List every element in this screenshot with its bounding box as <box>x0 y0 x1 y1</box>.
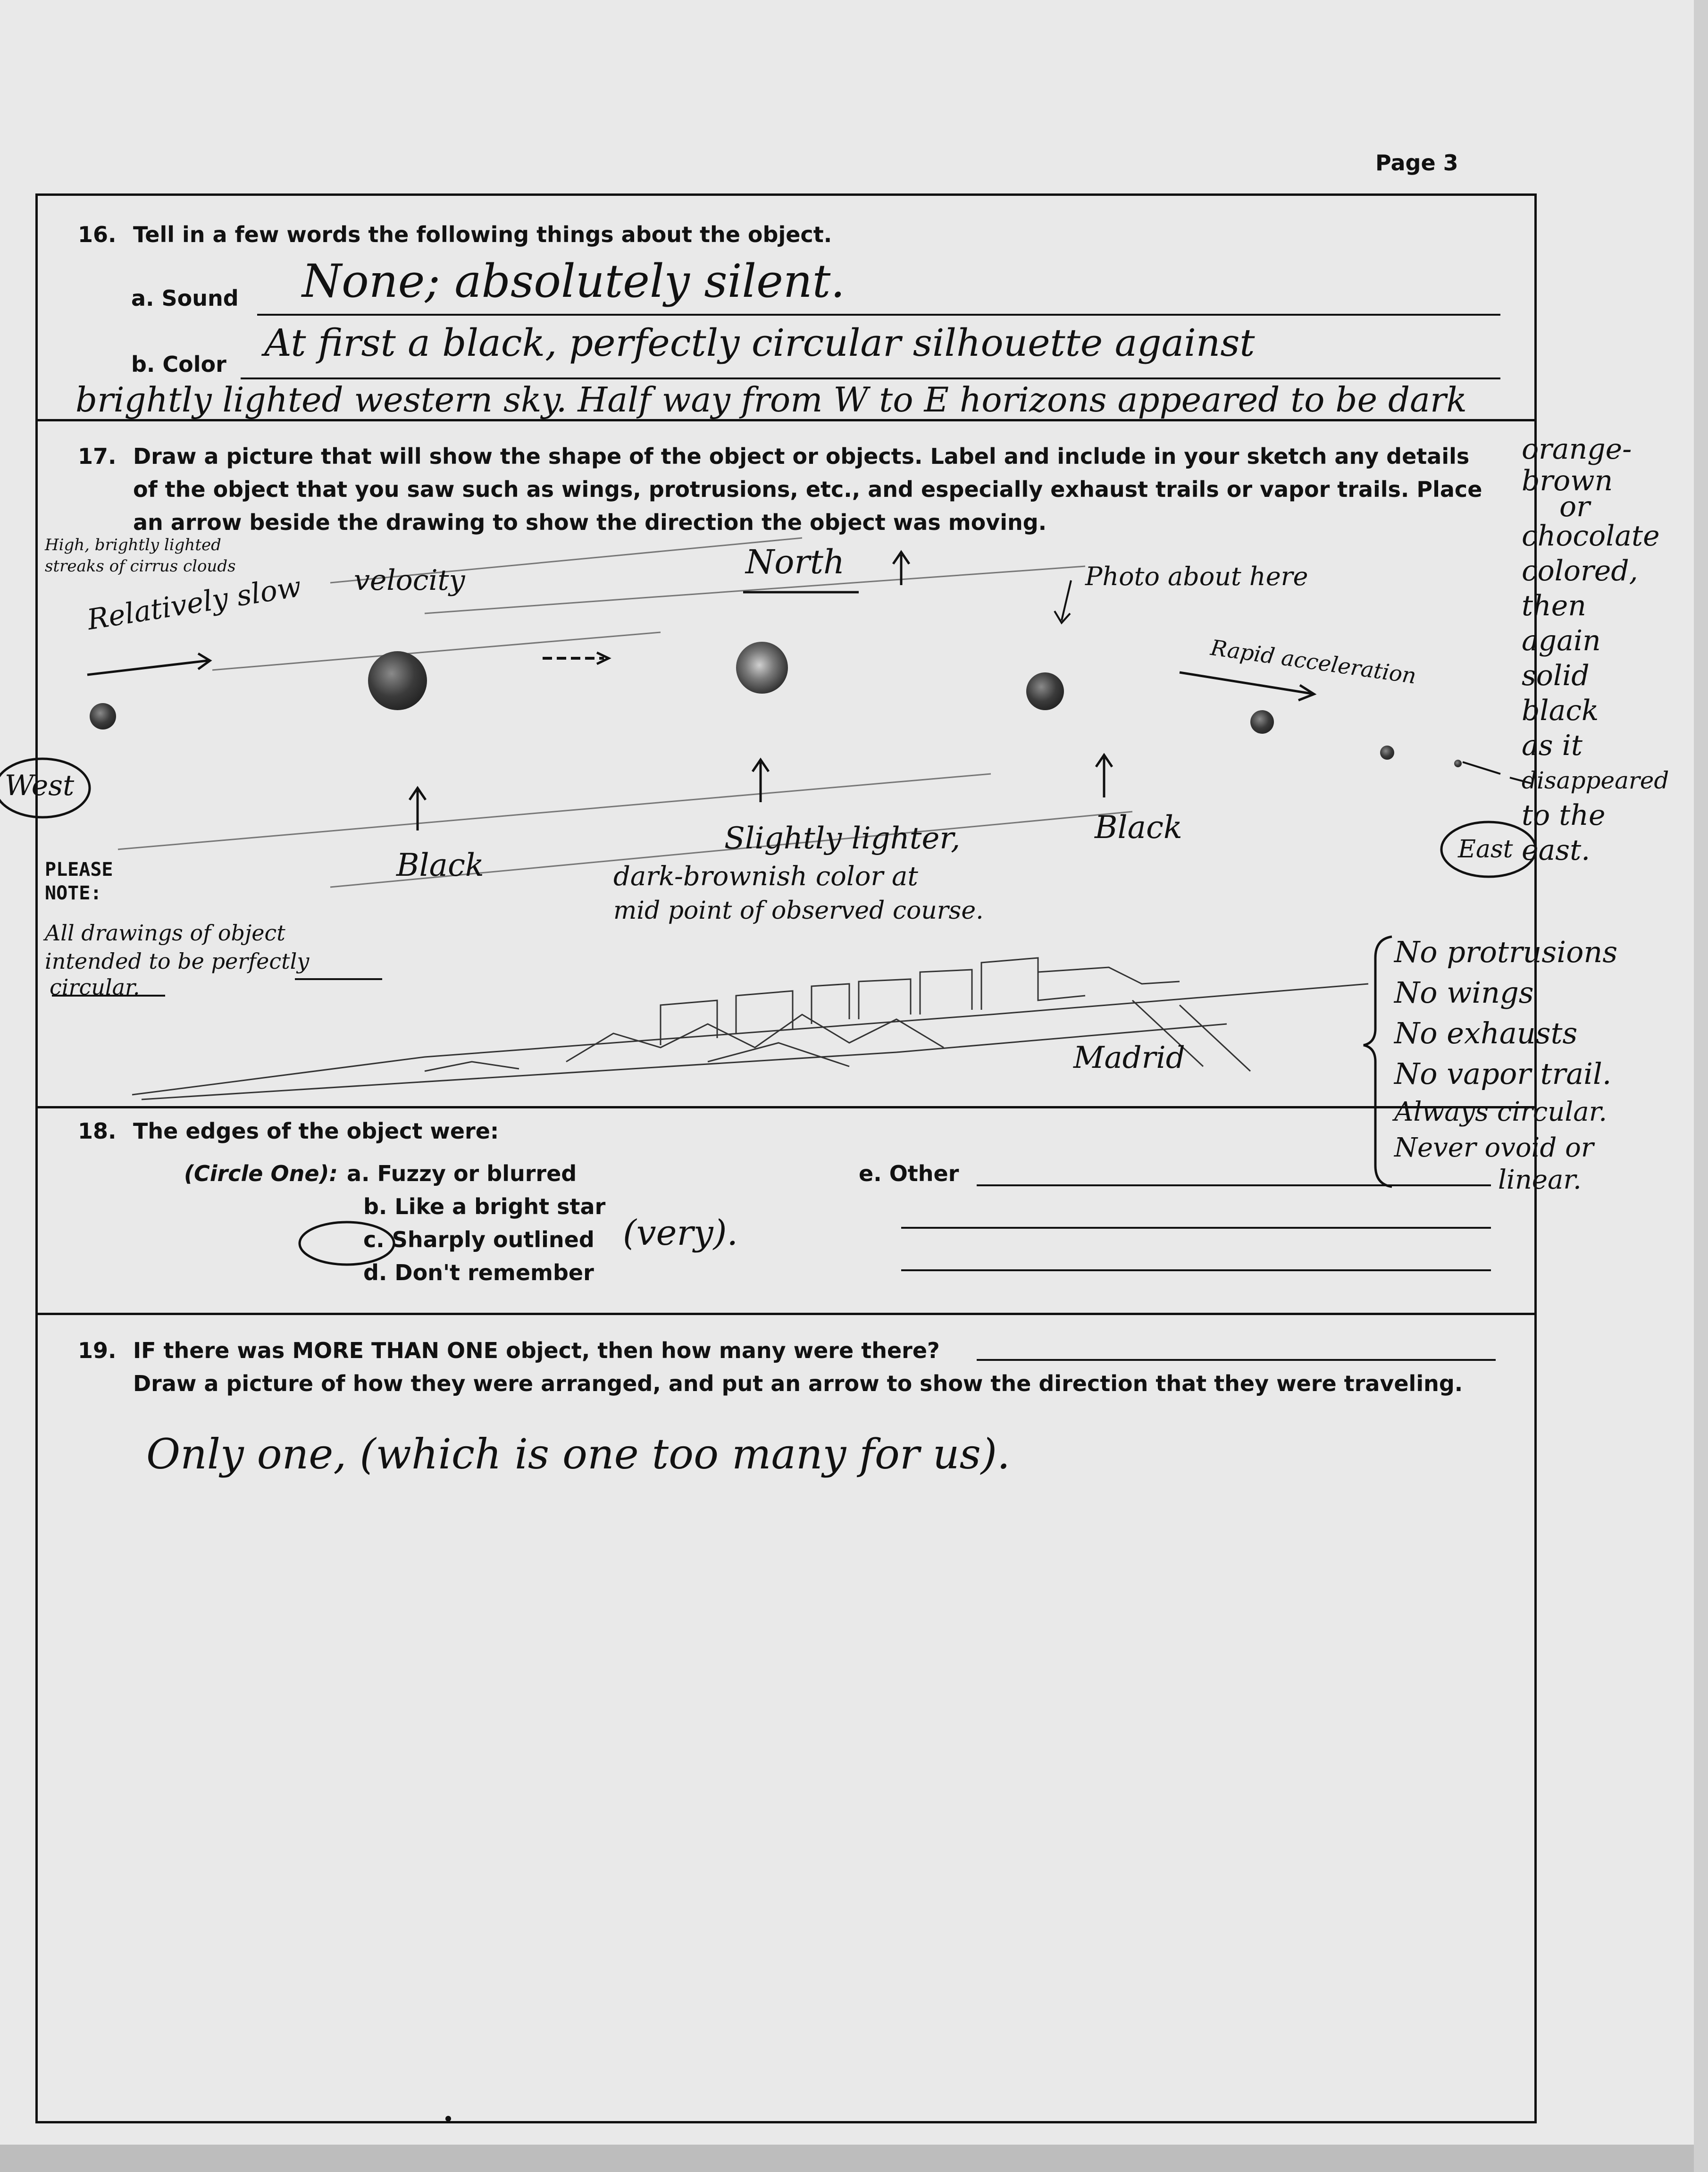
drawings-note-2: intended to be perfectly <box>45 948 310 974</box>
sound-answer: None; absolutely silent. <box>302 255 845 308</box>
detail-item: linear. <box>1498 1165 1582 1195</box>
q18-prompt: The edges of the object were: <box>133 1118 499 1144</box>
cirrus-note-1: High, brightly lighted <box>45 536 221 554</box>
east-label: East <box>1458 835 1513 864</box>
margin-note-line: colored, <box>1522 554 1638 587</box>
count-answer-line <box>977 1359 1496 1361</box>
page-number: Page 3 <box>1375 150 1458 176</box>
q17-prompt-line-2: of the object that you saw such as wings, protrusions, etc., and especially exhaust trails or vapor trails. Place <box>133 477 1482 502</box>
q16-color-label: b. Color <box>131 352 226 377</box>
detail-item: Always circular. <box>1394 1097 1608 1127</box>
color-answer-line-2: brightly lighted western sky. Half way from W to E horizons appeared to be dark <box>75 380 1467 419</box>
city-label: Madrid <box>1073 1040 1185 1075</box>
object-midpoint <box>736 642 788 694</box>
margin-note-line: black <box>1522 694 1599 727</box>
q16-sound-label: a. Sound <box>131 285 239 311</box>
rapid-acceleration-note: Rapid acceleration <box>1209 635 1418 689</box>
object-east-small-3 <box>1454 760 1462 767</box>
margin-note-line: orange- <box>1522 433 1632 466</box>
q18-option-c[interactable]: c. Sharply outlined <box>363 1227 594 1252</box>
object-details-list <box>1394 932 1617 1194</box>
mid-arrow <box>753 760 769 802</box>
mid-note-2: dark-brownish color at <box>613 861 918 892</box>
circle-one-label: (Circle One): <box>184 1161 338 1186</box>
q16-prompt: Tell in a few words the following things about the object. <box>133 222 832 247</box>
scan-speck <box>445 2116 451 2122</box>
west-label: West <box>5 769 75 802</box>
black-right-arrow <box>1096 755 1112 797</box>
other-line-1 <box>977 1184 1491 1186</box>
q17-prompt-line-3: an arrow beside the drawing to show the direction the object was moving. <box>133 510 1047 535</box>
color-answer-line-1: At first a black, perfectly circular silhouette against <box>264 321 1255 365</box>
object-east-small-1 <box>1250 710 1274 734</box>
q18-option-a[interactable]: a. Fuzzy or blurred <box>347 1161 577 1186</box>
trail-dashes <box>1463 762 1531 783</box>
q18-other-label: e. Other <box>859 1161 959 1186</box>
photo-note: Photo about here <box>1085 562 1308 591</box>
mid-note-3: mid point of observed course. <box>613 897 984 925</box>
selected-option-note: (very). <box>623 1213 738 1253</box>
q19-prompt-line-1: IF there was MORE THAN ONE object, then how many were there? <box>133 1338 940 1363</box>
margin-note-line: or <box>1559 490 1590 523</box>
q18-number: 18. <box>78 1118 117 1144</box>
margin-note-line: to the <box>1522 799 1606 832</box>
detail-item: No protrusions <box>1394 935 1618 969</box>
q19-number: 19. <box>78 1338 117 1363</box>
margin-note-line: east. <box>1522 834 1591 867</box>
object-east-small-2 <box>1380 746 1394 760</box>
velocity-arrow <box>87 661 208 675</box>
margin-note-line: brown <box>1522 464 1613 497</box>
margin-note-line: again <box>1522 624 1601 657</box>
photo-arrow <box>1055 580 1071 623</box>
q19-answer: Only one, (which is one too many for us). <box>146 1430 1011 1478</box>
margin-note-line: as it <box>1522 729 1582 762</box>
q19-prompt-line-2: Draw a picture of how they were arranged, and put an arrow to show the direction that they were traveling. <box>133 1371 1463 1396</box>
detail-item: Never ovoid or <box>1394 1132 1594 1163</box>
please-note-1: PLEASE <box>45 859 113 881</box>
drawings-note-1: All drawings of object <box>45 920 285 946</box>
q17-prompt-line-1: Draw a picture that will show the shape of the object or objects. Label and include in your sketch any details <box>133 444 1470 469</box>
north-label: North <box>745 543 845 581</box>
cirrus-note-2: streaks of cirrus clouds <box>45 557 236 576</box>
please-note-2: NOTE: <box>45 882 102 904</box>
detail-item: No wings <box>1394 975 1534 1010</box>
q18-option-d[interactable]: d. Don't remember <box>363 1260 594 1285</box>
q18-option-b[interactable]: b. Like a bright star <box>363 1194 606 1219</box>
object-black-left <box>368 651 427 710</box>
detail-item: No vapor trail. <box>1394 1057 1612 1091</box>
margin-note-line: chocolate <box>1522 520 1660 553</box>
drawings-note-3: circular. <box>50 974 140 1000</box>
black-right-label: Black <box>1095 809 1182 846</box>
other-line-3 <box>901 1269 1491 1271</box>
margin-note-line: disappeared <box>1522 767 1669 794</box>
q16-number: 16. <box>78 222 117 247</box>
object-black-right <box>1026 672 1064 710</box>
margin-note-line: solid <box>1522 659 1590 692</box>
details-brace <box>1364 937 1392 1187</box>
black-left-label: Black <box>396 847 484 883</box>
object-west-small <box>90 703 116 730</box>
velocity-note-a: Relatively slow <box>85 570 304 637</box>
q17-number: 17. <box>78 444 117 469</box>
mid-note-1: Slightly lighter, <box>724 821 961 856</box>
velocity-note-b: velocity <box>354 564 465 597</box>
detail-item: No exhausts <box>1394 1016 1578 1050</box>
other-line-2 <box>901 1227 1491 1229</box>
acceleration-arrow <box>1180 672 1312 694</box>
margin-note-line: then <box>1522 589 1586 622</box>
